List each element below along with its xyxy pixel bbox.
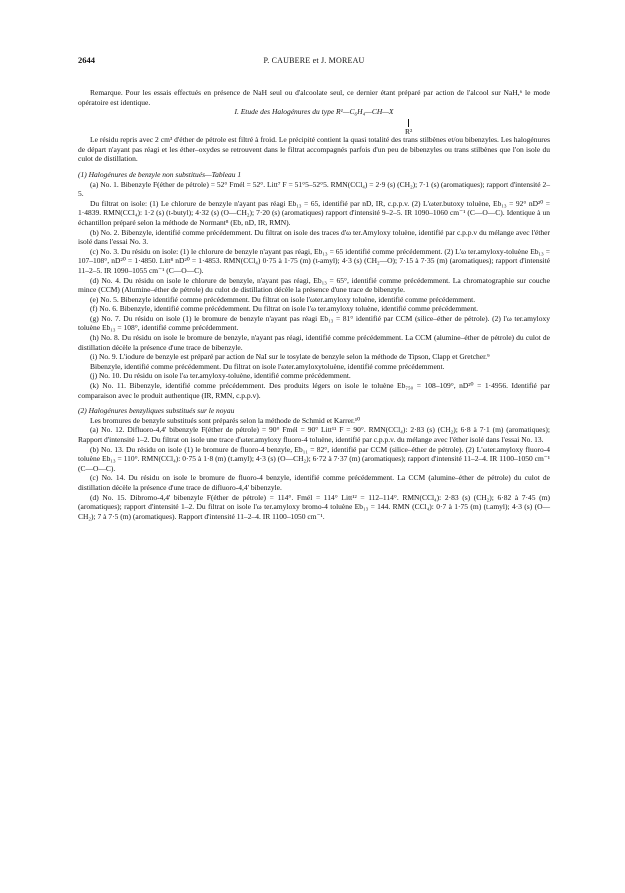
section-2-intro: Les bromures de benzyle substitués sont préparés selon la méthode de Schmid et Karrer.¹⁰: [90, 415, 361, 425]
structure-formula: [78, 107, 550, 135]
page-header: [78, 56, 550, 68]
entry-1j: (j) No. 10. Du résidu on isole l'ω ter.amyloxy-toluène, identifié comme précédemment.: [90, 371, 351, 381]
entry-1d: (d) No. 4. Du résidu on isole le chlorure de benzyle, n'ayant pas réagi, Eb₁₃ = 65°, identifié comme précédemment. La chromatographie sur couche mince (CCM) (Alumine–éther de pétrole) du culot de distillation décèle la présence d'une trace de bibenzyle.: [78, 275, 550, 295]
entry-1c: (c) No. 3. Du résidu on isole: (1) le chlorure de benzyle n'ayant pas réagi, Eb₁₃ = 65 identifié comme précédemment. (2) L'ω ter.amyloxy-toluène Eb₁₃ = 107–108°, nD²⁰ = 1·4850. Litt⁸ nD²⁰ = 1·4853. RMN(CCl₄) 0·75 à 1·75 (m) (t-amyl); 4·3 (s) (CH₂—O); 7·15 à 7·35 (m) (aromatiques); rapport d'intensité 11–2–5. IR 1090–1055 cm⁻¹ (C—O—C).: [78, 246, 550, 275]
entry-1h: (h) No. 8. Du résidu on isole le bromure de benzyle, n'ayant pas réagi, identifié comme précédemment. La CCM (alumine–éther de pétrole) du culot de distillation décèle la présence d'une trace de bibenzyle.: [78, 333, 550, 352]
entry-1g: (g) No. 7. Du résidu on isole (1) le bromure de benzyle n'ayant pas réagi Eb₁₃ = 81° identifié par CCM (silice–éther de pétrole). (2) l'ω ter.amyloxy toluène Eb₁₃ = 108°, identifié comme précédemment.: [78, 313, 550, 333]
running-head: P. CAUBERE et J. MOREAU: [263, 56, 365, 65]
entry-1b: (b) No. 2. Bibenzyle, identifié comme précédemment. Du filtrat on isole des traces d'ω ter.Amyloxy toluène, identifié par c.p.p.v du mélange avec l'éther isolé dans l'essai No. 3.: [78, 227, 550, 247]
section-2-title: (2) Halogénures benzyliques substitués sur le noyau: [78, 406, 235, 416]
entry-1a-filtrat: Du filtrat on isole: (1) Le chlorure de benzyle n'ayant pas réagi Eb₁₃ = 65, identifié par nD, IR, c.p.p.v. (2) L'ωter.butoxy toluène, Eb₁₃ = 92° nD²⁰ = 1·4839. RMN(CCl₄): 1·2 (s) (t-butyl); 4·32 (s) (O—CH₂); 7·20 (s) (aromatiques) rapport d'intensité 9–2–5. IR 1090–1060 cm⁻¹ (C—O—C). Identique à un échantillon préparé selon la méthode de Normant⁸ (Eb, nD, IR, RMN).: [78, 198, 550, 227]
entry-2b: (b) No. 13. Du résidu on isole (1) le bromure de fluoro-4 benzyle, Eb₁₁ = 82°, identifié par CCM (silice–éther de pétrole). (2) L'ωter.amyloxy fluoro-4 toluène Eb₁₃ = 110°. RMN(CCl₄): 0·75 à 1·8 (m) (t.amyl); 4·3 (s) (O—CH₂); 6·72 à 7·37 (m) (aromatiques); rapport d'intensité 11–2–4. IR 1100–1050 cm⁻¹ (C—O—C).: [78, 444, 550, 473]
entry-1e: (e) No. 5. Bibenzyle identifié comme précédemment. Du filtrat on isole l'ωter.amyloxy toluène, identifié comme précédemment.: [90, 294, 476, 304]
section-1-title: (1) Halogénures de benzyle non substitués—Tableau 1: [78, 169, 242, 179]
etude-title: I. Etude des Halogénures du type R¹—C₆H₄—CH—X: [234, 107, 394, 117]
body-text: [78, 88, 550, 521]
remarque-paragraph: Remarque. Pour les essais effectués en présence de NaH seul ou d'alcoolate seul, ce dernier étant préparé par action de l'alcool sur NaH,⁶ le mode opératoire est identique.: [78, 88, 550, 107]
entry-2c: (c) No. 14. Du résidu on isole le bromure de fluoro-4 benzyle, identifié comme précédemment. La CCM (alumine–éther de pétrole) du culot de distillation décèle la présence d'une trace de difluoro-4,4' bibenzyle.: [78, 473, 550, 492]
entry-1i-bibenzyle: Bibenzyle, identifié comme précédemment. Du filtrat on isole l'ωter.amyloxytoluène, identifié comme précédemment.: [90, 361, 445, 371]
bond-line: [408, 119, 409, 127]
entry-1a: (a) No. 1. Bibenzyle F(éther de pétrole) = 52° Fmél = 52°. Litt⁷ F = 51°5–52°5. RMN(CCl₄) = 2·9 (s) (CH₂); 7·1 (s) (aromatiques); rapport d'intensité 2–5.: [78, 179, 550, 199]
intro-paragraph: Le résidu repris avec 2 cm³ d'éther de pétrole est filtré à froid. Le précipité contient la quasi totalité des trans stilbènes et/ou bibenzyles. Les halogénures de départ n'ayant pas réagi et les éther–oxydes se retrouvent dans le filtrat accompagnés parfois d'un peu de bibenzyles ou trans stilbènes que l'on isole du culot de distillation.: [78, 135, 550, 164]
entry-2d: (d) No. 15. Dibromo-4,4' bibenzyle F(éther de pétrole) = 114°. Fmél = 114° Litt¹² = 112–114°. RMN(CCl₄): 2·83 (s) (CH₂); 6·82 à 7·45 (m) (aromatiques); rapport d'intensité 1–2. Du filtrat on isole l'ω ter.amyloxy bromo-4 toluène Eb₁₃ = 144. RMN (CCl₄): 0·7 à 1·75 (m) (t.amyl); 4·3 (s) (O—CH₂); 7 à 7·5 (m) (aromatiques). Rapport d'intensité 11–2–4. IR 1100–1050 cm⁻¹.: [78, 492, 550, 521]
substituent-r2: R²: [405, 127, 413, 137]
entry-2a: (a) No. 12. Difluoro-4,4' bibenzyle F(éther de pétrole) = 90° Fmél = 90° Litt¹¹ F = 90°. RMN(CCl₄): 2·83 (s) (CH₂); 6·8 à 7·1 (m) (aromatiques); Rapport d'intensité 1–2. Du filtrat on isole une trace d'ωter.amyloxy fluoro-4 toluène, identifié par c.p.p.v. du mélange avec l'éther isolé dans l'essai No. 13.: [78, 425, 550, 444]
entry-1k: (k) No. 11. Bibenzyle, identifié comme précédemment. Des produits légers on isole le toluène Eb₇₅₀ = 108–109°, nD²⁰ = 1·4956. Identifié par comparaison avec le produit authentique (IR, RMN, c.p.p.v).: [78, 381, 550, 400]
page-number: 2644: [78, 55, 95, 65]
entry-1f: (f) No. 6. Bibenzyle, identifié comme précédemment. Du filtrat on isole l'ω ter.amyloxy toluène, identifié comme précédemment.: [90, 304, 479, 314]
entry-1i: (i) No. 9. L'iodure de benzyle est préparé par action de NaI sur le tosylate de benzyle selon la méthode de Tipson, Clapp et Gretcher.⁹: [90, 352, 490, 362]
